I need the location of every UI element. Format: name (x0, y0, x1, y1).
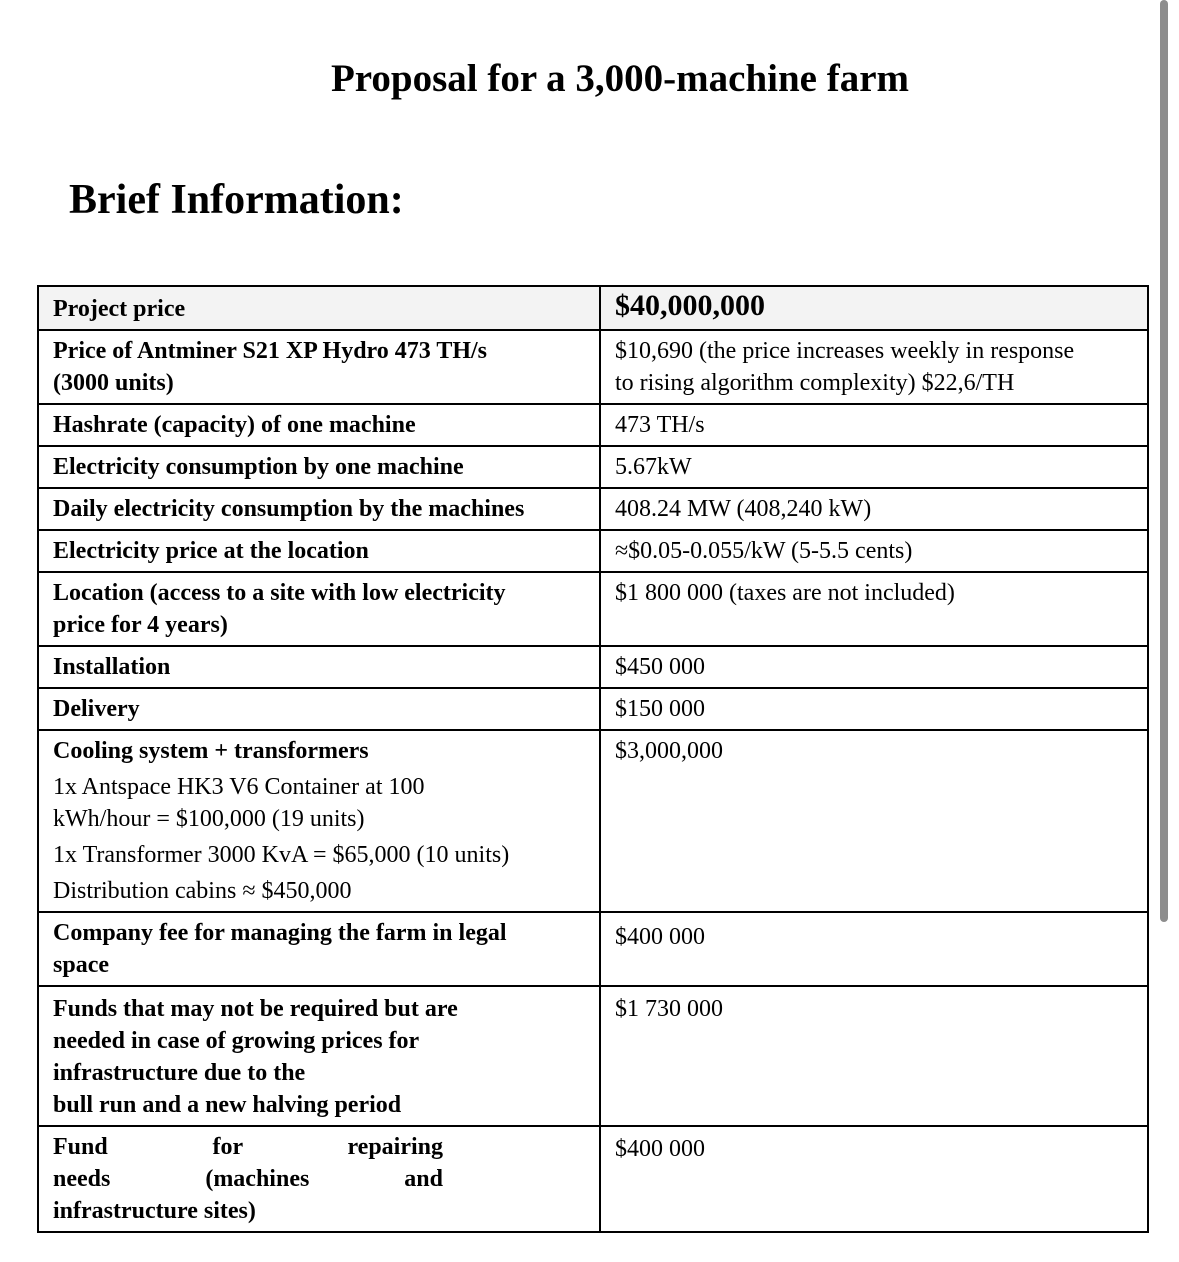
table-row (38, 688, 1148, 730)
row-label-line: Installation (53, 654, 171, 680)
row-label-line: Electricity consumption by one machine (53, 454, 464, 480)
row-value (600, 530, 1148, 572)
row-value-line: $450 000 (615, 654, 705, 680)
row-value-line: $10,690 (the price increases weekly in response (615, 338, 1075, 364)
repair-value: $400 000 (600, 1126, 1148, 1232)
row-label-line: Funds that may not be required but are (53, 996, 458, 1022)
row-label-line: (3000 units) (53, 370, 174, 396)
cooling-value: $3,000,000 (600, 730, 1148, 912)
row-value (600, 404, 1148, 446)
table-row (38, 646, 1148, 688)
cooling-label-cell (38, 730, 600, 912)
row-value-line: ≈$0.05-0.055/kW (5-5.5 cents) (615, 538, 913, 564)
scrollbar[interactable] (1160, 0, 1168, 922)
repair-label-cell (38, 1126, 600, 1232)
info-table (37, 285, 1149, 1233)
table-row (38, 488, 1148, 530)
row-label (38, 912, 600, 986)
row-label-line: Location (access to a site with low electricity (53, 580, 506, 606)
repair-label (53, 1131, 443, 1227)
table-row-cooling (38, 730, 1148, 912)
cooling-detail: 1x Antspace HK3 V6 Container at 100 kWh/hour = $100,000 (19 units) (53, 774, 425, 832)
row-label-line: infrastructure due to the (53, 1060, 306, 1086)
row-value-line: $1 730 000 (615, 996, 723, 1022)
row-value-line: to rising algorithm complexity) $22,6/TH (615, 370, 1015, 396)
row-label (38, 530, 600, 572)
table-row-repair (38, 1126, 1148, 1232)
table-row (38, 530, 1148, 572)
table-row (38, 986, 1148, 1126)
row-label (38, 688, 600, 730)
row-value (600, 572, 1148, 646)
table-row (38, 404, 1148, 446)
row-value (600, 330, 1148, 404)
row-label-line: Company fee for managing the farm in legal (53, 920, 507, 946)
row-value-line: $400 000 (615, 924, 705, 950)
repair-label-line: needs (machines and (53, 1166, 443, 1192)
row-value-line: $1 800 000 (taxes are not included) (615, 580, 955, 606)
table-row (38, 572, 1148, 646)
row-label-line: Daily electricity consumption by the machines (53, 496, 525, 522)
row-value-line: 5.67kW (615, 454, 692, 480)
table-header-row (38, 286, 1148, 330)
repair-label-line: infrastructure sites) (53, 1198, 256, 1224)
row-label (38, 646, 600, 688)
row-label-line: Electricity price at the location (53, 538, 369, 564)
document-title: Proposal for a 3,000-machine farm (330, 57, 910, 100)
row-value (600, 986, 1148, 1126)
row-label (38, 330, 600, 404)
row-label (38, 488, 600, 530)
project-price-value: $40,000,000 (600, 286, 1148, 330)
table-row (38, 912, 1148, 986)
row-value-line: 473 TH/s (615, 412, 705, 438)
row-label (38, 446, 600, 488)
row-value (600, 646, 1148, 688)
row-label-line: bull run and a new halving period (53, 1092, 402, 1118)
row-value-line: $150 000 (615, 696, 705, 722)
project-price-label: Project price (38, 286, 600, 330)
row-label-line: space (53, 952, 109, 978)
row-value (600, 446, 1148, 488)
table-row (38, 330, 1148, 404)
row-label-line: needed in case of growing prices for (53, 1028, 420, 1054)
cooling-detail: 1x Transformer 3000 KvA = $65,000 (10 units) (53, 842, 510, 868)
row-label-line: price for 4 years) (53, 612, 228, 638)
section-heading: Brief Information: (69, 177, 404, 223)
row-value (600, 912, 1148, 986)
table-row (38, 446, 1148, 488)
row-value (600, 488, 1148, 530)
row-label-line: Hashrate (capacity) of one machine (53, 412, 416, 438)
row-label (38, 404, 600, 446)
repair-label-line: Fund for repairing (53, 1134, 443, 1160)
cooling-label: Cooling system + transformers (53, 738, 369, 764)
row-label-line: Delivery (53, 696, 140, 722)
row-value (600, 688, 1148, 730)
row-label (38, 572, 600, 646)
row-value-line: 408.24 MW (408,240 kW) (615, 496, 872, 522)
row-label (38, 986, 600, 1126)
cooling-detail: Distribution cabins ≈ $450,000 (53, 878, 352, 904)
row-label-line: Price of Antminer S21 XP Hydro 473 TH/s (53, 338, 488, 364)
